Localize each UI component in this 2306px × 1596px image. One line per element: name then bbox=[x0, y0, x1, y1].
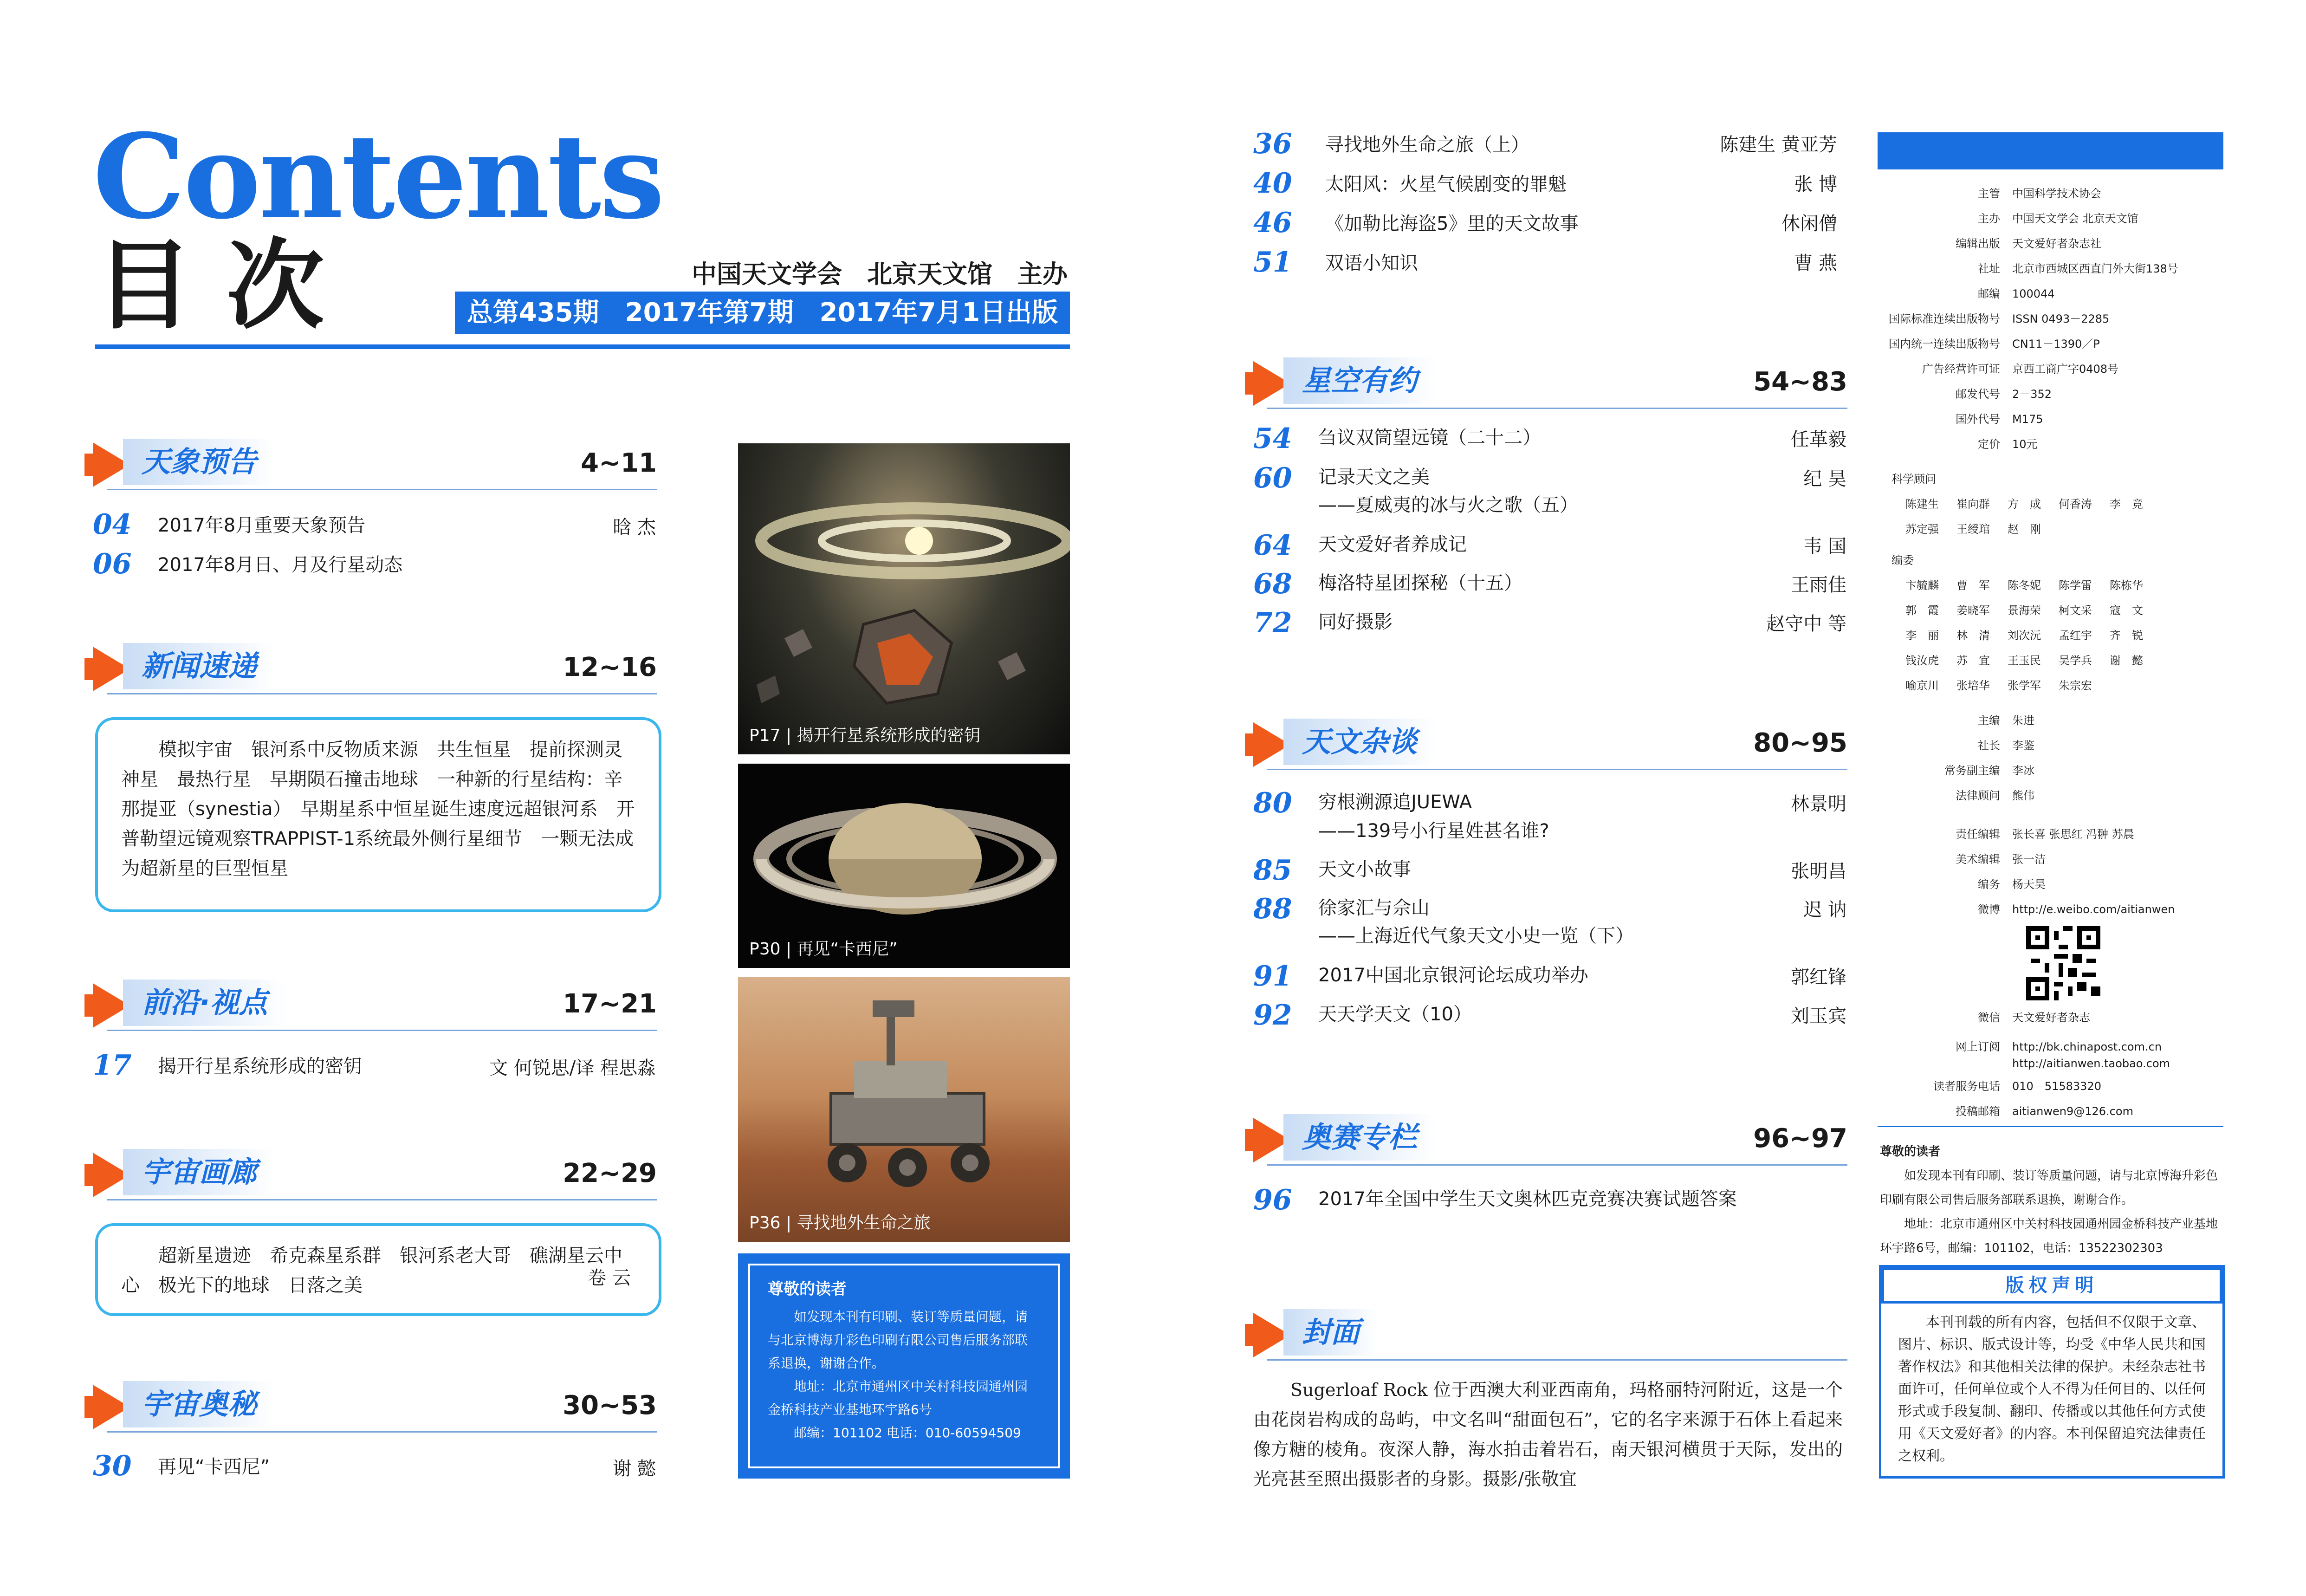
toc-entry[interactable]: 2017中国北京银河论坛成功举办 bbox=[1318, 965, 1588, 986]
author: 赵守中 等 bbox=[1766, 613, 1846, 635]
toc-entry[interactable]: 寻找地外生命之旅（上） bbox=[1325, 134, 1529, 156]
page-number[interactable]: 60 bbox=[1253, 462, 1292, 494]
page-number[interactable]: 68 bbox=[1253, 568, 1292, 600]
page-number[interactable]: 40 bbox=[1253, 167, 1292, 200]
toc-subtitle: ——夏威夷的冰与火之歌（五） bbox=[1318, 494, 1578, 516]
photo-mars-rover[interactable] bbox=[738, 977, 1070, 1242]
notice-contact: 邮编：101102 电话：010-60594509 bbox=[794, 1425, 1021, 1440]
advisors: 科学顾问 陈建生 崔向群 方 成 何香涛 李 竞 苏定强 王绶琯 赵 刚 bbox=[1891, 473, 2143, 536]
page-number[interactable]: 88 bbox=[1253, 893, 1292, 925]
toc-entry[interactable]: 刍议双筒望远镜（二十二） bbox=[1318, 427, 1541, 448]
section-title: 天文杂谈 bbox=[1283, 719, 1436, 765]
disk-illustration bbox=[738, 443, 1070, 754]
masthead-info: 主管 中国科学技术协会 主办 中国天文学会 北京天文馆 编辑出版 天文爱好者杂志社 社址 北京市西城区西直门外大街138号 邮编 100044 国际标准连续出版物号 ISSN 0493－2285 国内统一连续出版物号 CN11－1390／P 广告经营许可证 京西工商广字0408号 邮发代号 2－352 国外代号 M175 定价 10元 bbox=[1889, 187, 2178, 451]
photo-caption: P36 | 寻找地外生命之旅 bbox=[749, 1213, 931, 1233]
photo-saturn[interactable] bbox=[738, 764, 1070, 968]
photo-caption: P30 | 再见“卡西尼” bbox=[749, 940, 898, 959]
page-range: 22~29 bbox=[563, 1158, 657, 1188]
section-huaiang bbox=[93, 1149, 657, 1200]
section-xingkong bbox=[1253, 357, 1847, 409]
header-rule bbox=[95, 344, 1070, 349]
toc-entry[interactable]: 天天学天文（10） bbox=[1318, 1004, 1472, 1025]
page-number[interactable]: 46 bbox=[1253, 207, 1292, 239]
section-title: 新闻速递 bbox=[123, 643, 275, 689]
page-number[interactable]: 54 bbox=[1253, 422, 1292, 455]
toc-entry[interactable]: 天文小故事 bbox=[1318, 859, 1411, 880]
toc-subtitle: ——上海近代气象天文小史一览（下） bbox=[1318, 925, 1634, 947]
sponsor-line: 中国天文学会 北京天文馆 主办 bbox=[692, 260, 1068, 289]
section-aosai bbox=[1253, 1114, 1847, 1165]
author: 休闲僧 bbox=[1781, 213, 1837, 234]
qr-code-icon bbox=[2026, 926, 2100, 1000]
page-number[interactable]: 92 bbox=[1253, 999, 1292, 1032]
page-number[interactable]: 30 bbox=[93, 1450, 132, 1482]
section-title: 宇宙画廊 bbox=[123, 1149, 275, 1195]
page-number[interactable]: 80 bbox=[1253, 787, 1292, 819]
section-qianyan bbox=[93, 980, 657, 1031]
page-range: 30~53 bbox=[563, 1390, 657, 1421]
page-number[interactable]: 85 bbox=[1253, 854, 1292, 887]
taobao-link[interactable]: http://aitianwen.taobao.com bbox=[2012, 1057, 2170, 1070]
page-number[interactable]: 06 bbox=[93, 548, 132, 580]
staff-list-2: 责任编辑 张长喜 张思红 冯翀 苏晨 美术编辑 张一洁 编务 杨天昊 微博 http://e.weibo.com/aitianwen bbox=[1878, 822, 2223, 922]
toc-entry[interactable]: 2017年8月日、月及行星动态 bbox=[158, 554, 403, 576]
photo-planetary-disk[interactable] bbox=[738, 443, 1070, 754]
author: 谢 懿 bbox=[613, 1458, 656, 1479]
notice-address: 地址：北京市通州区中关村科技园通州园金桥科技产业基地环宇路6号 bbox=[768, 1379, 1028, 1417]
section-title: 封面 bbox=[1283, 1309, 1378, 1356]
author: 王雨佳 bbox=[1791, 574, 1846, 596]
toc-subtitle: ——139号小行星姓甚名谁? bbox=[1318, 820, 1549, 842]
page-range: 17~21 bbox=[563, 989, 657, 1019]
editorial-board: 编委 卞毓麟 曹 军 陈冬妮 陈学雷 陈栋华 郭 霞 姜晓军 景海荣 柯文采 寇 文 李 丽 林 清 刘次沅 孟红宇 齐 锐 钱汝虎 苏 宜 王玉民 吴学兵 谢 懿 喻京川 张培华 张学军 朱宗宏 bbox=[1891, 554, 2143, 692]
section-title: 奥赛专栏 bbox=[1283, 1114, 1436, 1161]
gallery-text: 超新星遗迹 希克森星系群 银河系老大哥 礁湖星云中心 极光下的地球 日落之美 bbox=[121, 1245, 622, 1296]
page-range: 54~83 bbox=[1753, 367, 1847, 397]
toc-entry[interactable]: 2017年全国中学生天文奥林匹克竞赛决赛试题答案 bbox=[1318, 1188, 1737, 1210]
section-tianxiang bbox=[93, 439, 657, 490]
copyright-box bbox=[1879, 1265, 2225, 1479]
author: 纪 昊 bbox=[1803, 468, 1846, 490]
weibo-link[interactable]: http://e.weibo.com/aitianwen bbox=[2012, 903, 2175, 916]
section-title: 天象预告 bbox=[123, 439, 275, 485]
toc-entry[interactable]: 再见“卡西尼” bbox=[158, 1456, 270, 1478]
page-number[interactable]: 72 bbox=[1253, 607, 1292, 639]
section-title: 星空有约 bbox=[1283, 357, 1436, 404]
author: 郭红锋 bbox=[1791, 967, 1846, 988]
toc-entry[interactable]: 揭开行星系统形成的密钥 bbox=[158, 1056, 362, 1077]
masthead-bar bbox=[1878, 132, 2223, 169]
author: 林景明 bbox=[1791, 793, 1846, 815]
email-link[interactable]: aitianwen9@126.com bbox=[2012, 1105, 2133, 1118]
toc-entry[interactable]: 徐家汇与佘山 bbox=[1318, 897, 1430, 919]
notice-body: 如发现本刊有印刷、装订等质量问题，请与北京博海升彩色印刷有限公司售后服务部联系退换，谢谢合作。 bbox=[768, 1309, 1028, 1371]
gallery-box bbox=[95, 1223, 661, 1316]
section-zatan bbox=[1253, 719, 1847, 770]
author: 张明昌 bbox=[1791, 861, 1846, 882]
copyright-title: 版权声明 bbox=[1884, 1270, 2220, 1301]
contents-title: Contents bbox=[93, 108, 663, 245]
section-fengmian bbox=[1253, 1309, 1847, 1360]
toc-entry[interactable]: 记录天文之美 bbox=[1318, 467, 1430, 488]
toc-entry[interactable]: 《加勒比海盗5》里的天文故事 bbox=[1325, 213, 1579, 234]
toc-entry[interactable]: 同好摄影 bbox=[1318, 611, 1393, 633]
page-number[interactable]: 64 bbox=[1253, 529, 1292, 562]
author: 刘玉宾 bbox=[1791, 1006, 1846, 1027]
rover-illustration bbox=[738, 977, 1070, 1242]
photo-caption: P17 | 揭开行星系统形成的密钥 bbox=[749, 726, 981, 745]
cover-description: Sugerloaf Rock 位于西澳大利亚西南角，玛格丽特河附近，这是一个由花岗岩构成的岛屿，中文名叫“甜面包石”，它的名字来源于石体上看起来像方糖的棱角。夜深人静，海水拍击着岩石，南天银河横贯于天际，发出的光亮甚至照出摄影者的身影。摄影/张敬宜 bbox=[1253, 1380, 1843, 1489]
author: 晗 杰 bbox=[613, 517, 656, 538]
page-range: 96~97 bbox=[1753, 1123, 1847, 1154]
author: 迟 讷 bbox=[1803, 899, 1846, 921]
page-number[interactable]: 17 bbox=[93, 1049, 132, 1082]
author: 韦 国 bbox=[1803, 536, 1846, 557]
contact-info: 微信 天文爱好者杂志 网上订阅 http://bk.chinapost.com.cn http://aitianwen.taobao.com 读者服务电话 010－51583320 投稿邮箱 aitianwen9@126.com bbox=[1878, 1005, 2223, 1124]
section-aomi bbox=[93, 1381, 657, 1432]
page-number[interactable]: 91 bbox=[1253, 960, 1292, 993]
subscribe-link[interactable]: http://bk.chinapost.com.cn bbox=[2012, 1040, 2162, 1053]
toc-entry[interactable]: 双语小知识 bbox=[1325, 253, 1418, 274]
notice-title: 尊敬的读者 bbox=[768, 1280, 847, 1298]
reader-notice-box bbox=[738, 1253, 1070, 1479]
author: 卷 云 bbox=[588, 1267, 631, 1289]
page-range: 80~95 bbox=[1753, 728, 1847, 758]
author: 文 何锐思/译 程思淼 bbox=[489, 1058, 656, 1079]
author: 任革毅 bbox=[1791, 429, 1846, 450]
toc-entry[interactable]: 太阳风：火星气候剧变的罪魁 bbox=[1325, 174, 1567, 195]
issue-bar: 总第435期 2017年第7期 2017年7月1日出版 bbox=[455, 292, 1070, 334]
author: 曹 燕 bbox=[1794, 253, 1837, 274]
toc-entry[interactable]: 穷根溯源追JUEWA bbox=[1318, 792, 1472, 813]
page-number[interactable]: 51 bbox=[1253, 246, 1292, 279]
section-title: 宇宙奥秘 bbox=[123, 1381, 275, 1427]
page-range: 12~16 bbox=[563, 652, 657, 682]
divider bbox=[1878, 1126, 2223, 1127]
reader-notice: 尊敬的读者 如发现本刊有印刷、装订等质量问题，请与北京博海升彩色印刷有限公司售后服务部联系退换，谢谢合作。 地址：北京市通州区中关村科技园通州园金桥科技产业基地环宇路6号，邮编：101102，电话：13522302303 bbox=[1880, 1145, 2218, 1255]
page-number[interactable]: 36 bbox=[1253, 128, 1292, 160]
mulu-title: 目 次 bbox=[95, 228, 324, 343]
toc-entry[interactable]: 2017年8月重要天象预告 bbox=[158, 515, 366, 536]
toc-entry[interactable]: 天文爱好者养成记 bbox=[1318, 534, 1467, 555]
author: 陈建生 黄亚芳 bbox=[1720, 134, 1837, 156]
page-number[interactable]: 04 bbox=[93, 508, 132, 541]
toc-entry[interactable]: 梅洛特星团探秘（十五） bbox=[1318, 572, 1522, 594]
page-range: 4~11 bbox=[581, 448, 657, 478]
page-number[interactable]: 96 bbox=[1253, 1184, 1292, 1216]
author: 张 博 bbox=[1794, 174, 1837, 195]
news-box: 模拟宇宙 银河系中反物质来源 共生恒星 提前探测灵神星 最热行星 早期陨石撞击地球 一种新的行星结构：辛那提亚（synestia） 早期星系中恒星诞生速度远超银河系 开普勒望远镜观察TRAPPIST-1系统最外侧行星细节 一颗无法成为超新星的巨型恒星 bbox=[95, 717, 661, 912]
staff-list: 主编 朱进 社长 李鉴 常务副主编 李冰 法律顾问 熊伟 bbox=[1944, 714, 2034, 802]
section-xinwen bbox=[93, 643, 657, 694]
section-title: 前沿·视点 bbox=[123, 980, 286, 1026]
copyright-body: 本刊刊载的所有内容，包括但不仅限于文章、图片、标识、版式设计等，均受《中华人民共和国著作权法》和其他相关法律的保护。未经杂志社书面许可，任何单位或个人不得为任何目的、以任何形式或手段复制、翻印、传播或以其他任何方式使用《天文爱好者》的内容。本刊保留追究法律责任之权利。 bbox=[1898, 1314, 2206, 1464]
